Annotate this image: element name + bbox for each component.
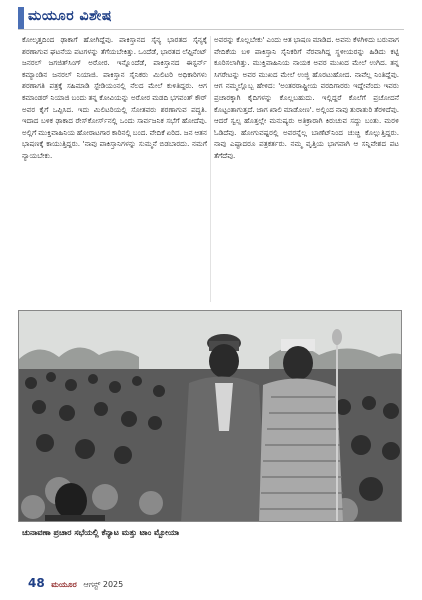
photo-caption: ಚುನಾವಣಾ ಪ್ರಚಾರ ಸಭೆಯಲ್ಲಿ ಕೆನ್ಯಾಟ ಮತ್ತು ಟಾಂ ಮ್ಬೋಯಾ [22, 528, 180, 537]
rally-photo [18, 310, 402, 522]
article-text-right: ಅವರನ್ನು ಕೊಲ್ಲಬೇಕು' ಎಂದು ಆತ ಭಾಷಣ ಮಾಡಿದ. ಅವನು ಕೆಳಗಿಳಿದು ಬರುವಾಗ ವೇದಿಕೆಯ ಬಳಿ ಪಾಕಿಸ್ತಾನಿ ಸೈನಿಕರಿಗೆ ನೆರವಾಗಿದ್ದ ಸ್ಥಳೀಯರನ್ನು ಹಿಡಿದು ಕಟ್ಟಿ ಕೂರಿಸಲಾಗಿತ್ತು. ಮುಕ್ತಿವಾಹಿನಿಯ ನಾಯಕ ಅವರ ಮುಖದ ಮೇಲೆ ಉಗಿದ. ತನ್ನ ಸಿಗರೇಟನ್ನು ಅವರ ಮುಖದ ಮೇಲೆ ಉಜ್ಜಿ ಹೊರಟುಹೋದ. ನಾವೆಲ್ಲ ನಿಂತಿದ್ದೆವು. ಆಗ ನಮ್ಮಲ್ಲೊಬ್ಬ ಹೇಳಿದ: 'ಅಂತರರಾಷ್ಟ್ರೀಯ ವರದಿಗಾರರು ಇದ್ದೇವೆಂದು ಇವರು ಪ್ರಚಾರಕ್ಕಾಗಿ ಕೈದಿಗಳನ್ನು ಕೊಲ್ಲಬಹುದು. ಇಲ್ಲಿದ್ದರೆ ಕೊಲೆಗೆ ಪ್ರಚೋದನೆ ಕೊಟ್ಟಂತಾಗುತ್ತದೆ. ಜಾಗ ಖಾಲಿ ಮಾಡೋಣ'. ಅಲ್ಲಿಂದ ನಾವು ತುರಾತುರಿ ತೆರಳಿದೆವು. ಆದರೆ ಸ್ವಲ್ಪ ಹೊತ್ತಲ್ಲೇ ಮನುಷ್ಯರು ಅತಿಕ್ರಾರಾಗಿ ಕಿರುಚುವ ಸದ್ದು ಬಂತು. ಮರಳಿ ಓಡಿದೆವು. ಹೋಗುವಷ್ಟರಲ್ಲಿ ಅವರನ್ನೆಲ್ಲ ಬಾಣೆಟ್‌ನಿಂದ ಚುಚ್ಚಿ ಕೊಲ್ಲುತ್ತಿದ್ದರು. ನಾವು ಎಷ್ಟಾದರೂ ಪತ್ರಕರ್ತರು. ನಮ್ಮ ವೃತ್ತಿಯ ಭಾಗವಾಗಿ ಆ ಸನ್ನಿವೇಶದ ಪಟ ತೆಗೆದೆವು. [214, 35, 399, 160]
page-footer [28, 576, 123, 590]
magazine-name: ಮಯೂರ [51, 580, 77, 589]
section-header [18, 7, 404, 30]
issue-date: ಆಗಸ್ಟ್ 2025 [83, 580, 124, 589]
rally-photo-illustration [19, 311, 402, 522]
section-accent-stripe [18, 7, 24, 29]
page-number: 48 [28, 576, 45, 590]
article-text-left: ಕೋಲ್ಕತ್ತದಿಂದ ಢಾಕಾಗೆ ಹೋಗಿದ್ದೆವು. ಪಾಕಿಸ್ತಾನದ ಸೈನ್ಯ ಭಾರತದ ಸೈನ್ಯಕ್ಕೆ ಶರಣಾಗುವ ಘಟನೆಯ ಪಟಗಳನ್ನು ತೆಗೆಯಬೇಕಿತ್ತು. ಒಂದೆಡೆ, ಭಾರತದ ಲೆಫ್ಟಿನೆಂಟ್ ಜನರಲ್ ಜಗಜಿತ್‌ಸಿಂಗ್ ಅರೋರ. ಇನ್ನೊಂದೆಡೆ, ಪಾಕಿಸ್ತಾನದ ಈಸ್ಟರ್ನ್ ಕಮ್ಯಾಂಡಿನ ಜನರಲ್ ನಿಯಾಜಿ. ಪಾಕಿಸ್ತಾನ ಸೈನಿಕರು ಮಿಲಿಟರಿ ಅಧಿಕಾರಿಗಳು ಶರಣಾಗತಿ ಪತ್ರಕ್ಕೆ ಸಹಿಮಾಡಿ ಸ್ಟೇಡಿಯಂನಲ್ಲಿ ನೆಲದ ಮೇಲೆ ಕುಳಿತಿದ್ದರು. ಆಗ ಕಮಾಂಡರ್ ನಿಯಾಜಿ ಬಂದು ತನ್ನ ಕೋವಿಯನ್ನು ಅರೋರ ಮಡದಿ ಭಗವಂತ್ ಕೌರ್ ಅವರ ಕೈಗೆ ಒಪ್ಪಿಸಿದ. ಇದು ಮಿಲಿಟರಿಯಲ್ಲಿ ಸೋತವರು ಶರಣಾಗುವ ಪದ್ಧತಿ. ಇದಾದ ಬಳಿಕ ಢಾಕಾದ ರೇಸ್‌ಕೋರ್ಸ್‌ನಲ್ಲಿ ಒಂದು ಸಾರ್ವಜನಿಕ ಸಭೆಗೆ ಹೋದೆವು. ಅಲ್ಲಿಗೆ ಮುಕ್ತಿವಾಹಿನಿಯ ಹೋರಾಟಗಾರ ಕಾರಿನಲ್ಲಿ ಬಂದ. ವೇದಿಕೆ ಏರಿದ. ಜನ ಆತನ ಭಾಷಣಕ್ಕೆ ಕಾಯುತ್ತಿದ್ದರು. 'ನಾವು ಪಾಕಿಸ್ತಾನಿಗಳನ್ನು ಸುಮ್ಮನೆ ಬಿಡಬಾರದು. ನಮಗೆ ನ್ಯಾಯಬೇಕು. [22, 35, 207, 160]
article-column-left [22, 34, 207, 162]
section-title: ಮಯೂರ ವಿಶೇಷ [28, 8, 112, 24]
column-divider [210, 36, 211, 302]
article-column-right [214, 34, 399, 162]
